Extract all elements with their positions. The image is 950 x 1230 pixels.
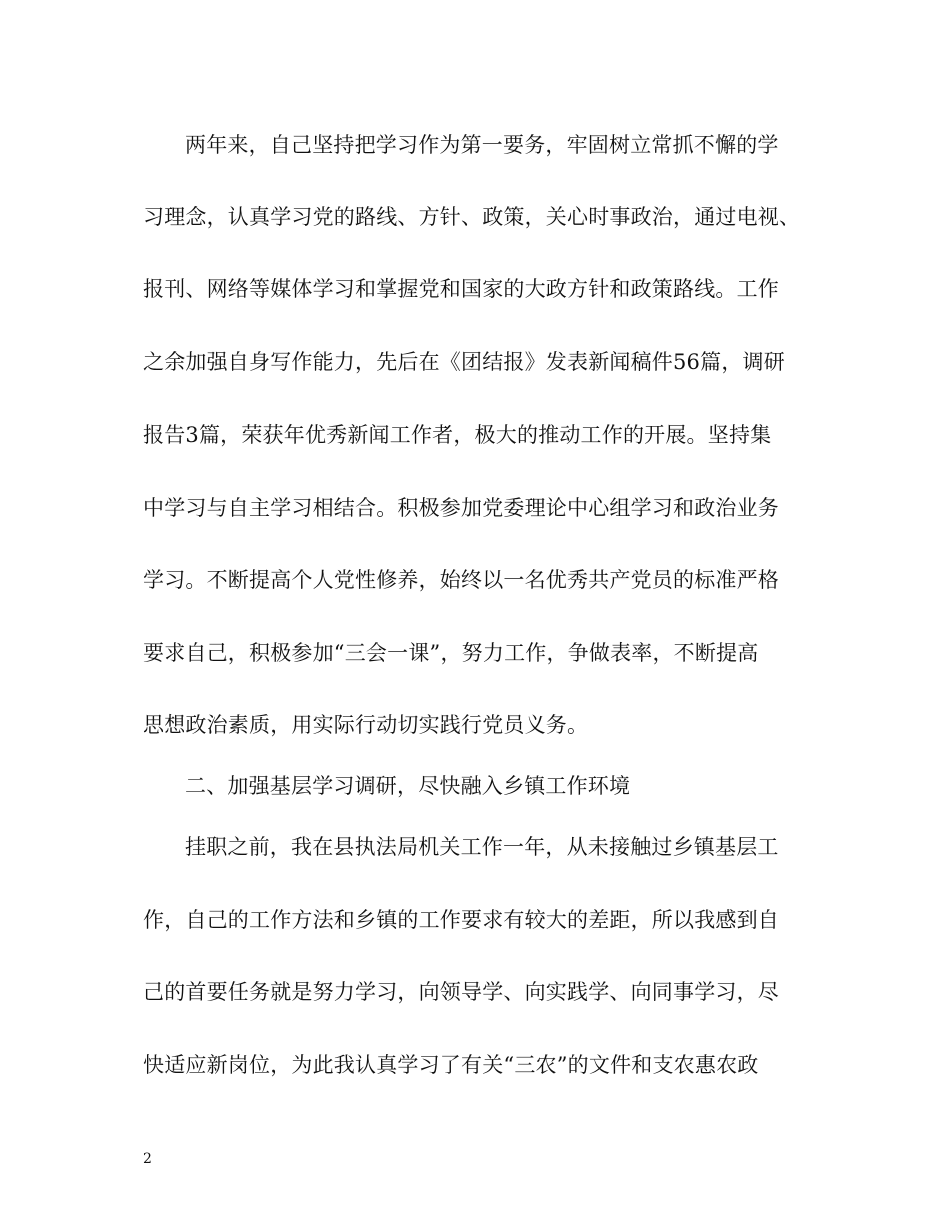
paragraph-line: 报刊、网络等媒体学习和掌握党和国家的大政方针和政策路线。工作 [143, 277, 779, 301]
paragraph-line: 思想政治素质，用实际行动切实践行党员义务。 [143, 713, 589, 737]
paragraph-line: 报告3篇，荣获年优秀新闻工作者，极大的推动工作的开展。坚持集 [143, 423, 772, 447]
paragraph-line: 习理念，认真学习党的路线、方针、政策，关心时事政治，通过电视、 [143, 205, 801, 229]
page-number: 2 [143, 1151, 152, 1167]
paragraph-line: 中学习与自主学习相结合。积极参加党委理论中心组学习和政治业务 [143, 496, 779, 520]
paragraph-line: 挂职之前，我在县执法局机关工作一年，从未接触过乡镇基层工 [185, 835, 779, 859]
paragraph-line: 学习。不断提高个人党性修养，始终以一名优秀共产党员的标准严格 [143, 568, 779, 592]
paragraph-line: 己的首要任务就是努力学习，向领导学、向实践学、向同事学习，尽 [143, 980, 779, 1004]
paragraph-line: 快适应新岗位，为此我认真学习了有关“三农”的文件和支农惠农政 [143, 1053, 759, 1077]
paragraph-line: 作，自己的工作方法和乡镇的工作要求有较大的差距，所以我感到自 [143, 908, 779, 932]
paragraph-line: 要求自己，积极参加“三会一课”，努力工作，争做表率，不断提高 [143, 641, 759, 665]
paragraph-line: 两年来，自己坚持把学习作为第一要务，牢固树立常抓不懈的学 [185, 133, 779, 157]
paragraph-line: 之余加强自身写作能力，先后在《团结报》发表新闻稿件56篇，调研 [143, 350, 785, 374]
section-heading: 二、加强基层学习调研，尽快融入乡镇工作环境 [185, 774, 631, 798]
